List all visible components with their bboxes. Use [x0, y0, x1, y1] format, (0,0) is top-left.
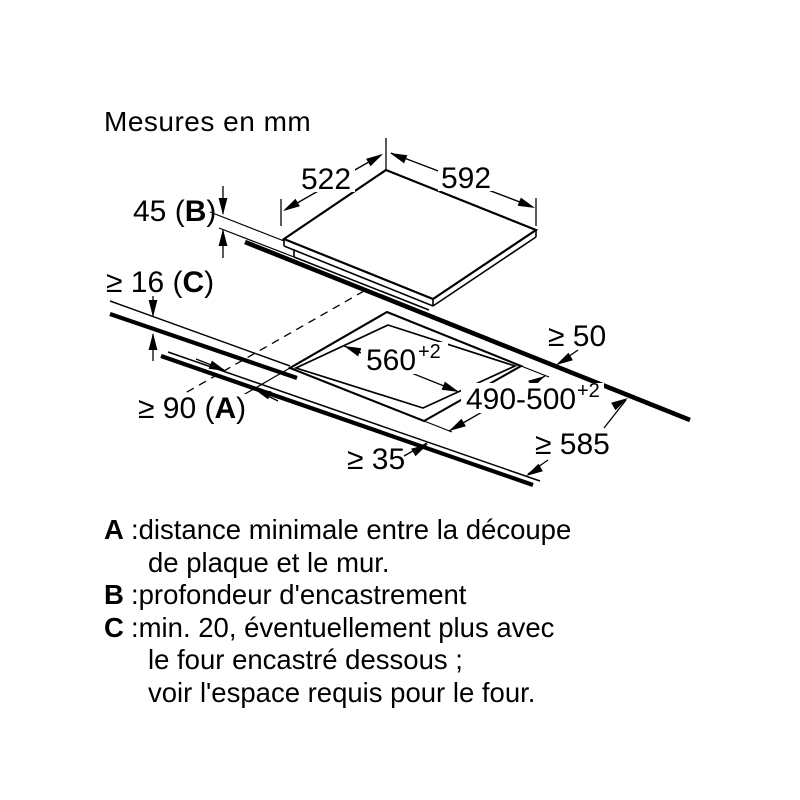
svg-text:≥ 35: ≥ 35 — [347, 443, 406, 476]
dim-worktop-thickness — [106, 266, 214, 361]
dim-hob-depth — [133, 186, 294, 258]
dim-hob-width-left — [281, 154, 383, 226]
dim-front-clearance — [347, 443, 428, 476]
svg-text:490-500: 490-500 — [466, 383, 577, 416]
legend-item-b: B :profondeur d'encastrement — [104, 579, 467, 610]
svg-text:≥ 50: ≥ 50 — [548, 320, 607, 353]
legend-letter-a: A — [104, 514, 124, 545]
dim-hob-width-right — [390, 153, 536, 226]
dim-cutout-width — [344, 341, 459, 392]
svg-text:592: 592 — [440, 162, 492, 195]
svg-text:≥ 585: ≥ 585 — [535, 428, 610, 461]
svg-text:+2: +2 — [577, 380, 600, 402]
svg-text:45 (B): 45 (B) — [133, 195, 217, 228]
svg-text:≥ 90 (A): ≥ 90 (A) — [138, 392, 247, 425]
svg-text:560: 560 — [366, 344, 417, 377]
dim-rear-clearance — [548, 320, 606, 365]
legend-item-c: C :min. 20, éventuellement plus avec — [104, 611, 555, 643]
svg-text:+2: +2 — [418, 341, 441, 363]
page-title: Mesures en mm — [104, 106, 312, 137]
svg-text:≥ 16 (C): ≥ 16 (C) — [106, 266, 215, 299]
legend-letter-c: C — [104, 611, 124, 643]
legend: A :distance minimale entre la découpe de plaque et le mur. B :profondeur d'encastrement C :min. 20, éventuellement plus avec le four encastré dessous ; voir l'espace requis pour le four. — [104, 514, 572, 708]
legend-item-a: A :distance minimale entre la découpe — [104, 514, 572, 545]
worktop-cut-edge — [110, 301, 297, 378]
legend-letter-b: B — [104, 579, 124, 610]
svg-text:522: 522 — [300, 163, 352, 196]
